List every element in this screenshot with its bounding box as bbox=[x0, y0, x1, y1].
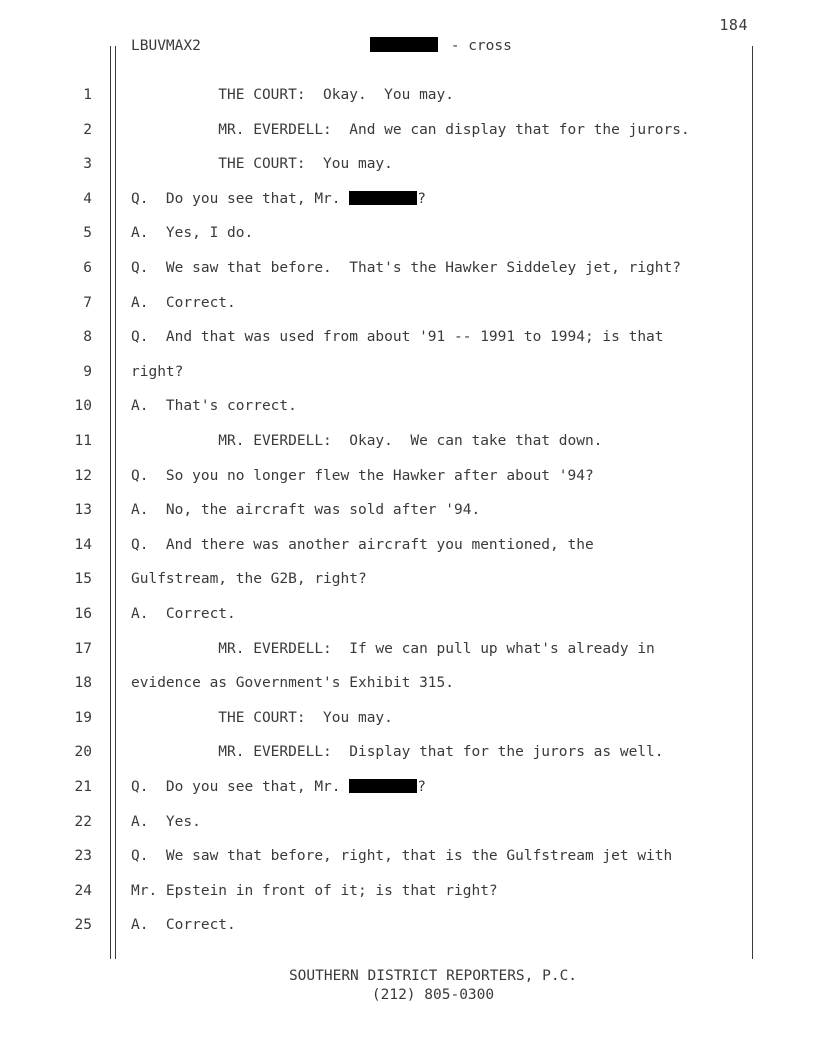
line-text bbox=[131, 113, 690, 148]
reporter-name: SOUTHERN DISTRICT REPORTERS, P.C. bbox=[288, 968, 578, 984]
transcript-line bbox=[0, 320, 816, 355]
line-number: 22 bbox=[74, 813, 92, 830]
transcript-line bbox=[0, 493, 816, 528]
reporter-phone: (212) 805-0300 bbox=[371, 987, 495, 1003]
transcript-line bbox=[0, 286, 816, 321]
line-segment: THE COURT: You may. bbox=[131, 156, 393, 173]
line-segment: MR. EVERDELL: And we can display that for the jurors. bbox=[131, 121, 690, 138]
line-number: 17 bbox=[74, 640, 92, 657]
transcript-line bbox=[0, 459, 816, 494]
transcript-line bbox=[0, 632, 816, 667]
transcript-line bbox=[0, 251, 816, 286]
transcript-line bbox=[0, 355, 816, 390]
line-number: 20 bbox=[74, 744, 92, 761]
line-text bbox=[131, 528, 594, 563]
line-number: 24 bbox=[74, 882, 92, 899]
redaction-box bbox=[349, 191, 417, 205]
line-number: 1 bbox=[83, 87, 92, 103]
transcript-line bbox=[0, 424, 816, 459]
line-text bbox=[131, 182, 426, 217]
line-segment: THE COURT: Okay. You may. bbox=[131, 87, 455, 103]
line-text bbox=[131, 459, 594, 494]
transcript-line bbox=[0, 562, 816, 597]
line-number: 12 bbox=[74, 467, 92, 484]
redaction-box bbox=[370, 37, 438, 52]
line-text bbox=[131, 78, 454, 113]
line-text bbox=[131, 562, 367, 597]
page-header bbox=[0, 38, 816, 58]
line-number: 3 bbox=[83, 156, 92, 173]
line-text bbox=[131, 147, 393, 182]
line-number: 8 bbox=[83, 329, 92, 346]
line-number: 7 bbox=[83, 294, 92, 311]
page-footer bbox=[0, 967, 816, 1005]
line-text bbox=[131, 701, 393, 736]
line-number: 4 bbox=[83, 190, 92, 207]
redaction-box bbox=[349, 779, 417, 793]
line-number: 16 bbox=[74, 606, 92, 622]
transcript-line bbox=[0, 389, 816, 424]
line-segment: Q. So you no longer flew the Hawker after about '94? bbox=[131, 467, 594, 484]
line-segment: Mr. Epstein in front of it; is that right? bbox=[131, 882, 498, 899]
line-segment: Q. We saw that before. That's the Hawker Siddeley jet, right? bbox=[131, 260, 681, 276]
line-number: 2 bbox=[83, 121, 92, 138]
transcript-line bbox=[0, 874, 816, 909]
transcript-line bbox=[0, 216, 816, 251]
line-segment: MR. EVERDELL: If we can pull up what's already in bbox=[131, 640, 655, 657]
transcript-line bbox=[0, 666, 816, 701]
transcript-line bbox=[0, 113, 816, 148]
line-segment: Q. And there was another aircraft you mentioned, the bbox=[131, 536, 594, 553]
line-segment: evidence as Government's Exhibit 315. bbox=[131, 675, 455, 692]
line-number: 14 bbox=[74, 536, 92, 553]
line-number: 13 bbox=[74, 502, 92, 519]
line-number: 11 bbox=[74, 433, 92, 449]
line-text bbox=[131, 632, 655, 667]
line-segment: Q. Do you see that, Mr. bbox=[131, 779, 350, 795]
line-text bbox=[131, 424, 602, 459]
transcript-line bbox=[0, 182, 816, 217]
line-number: 25 bbox=[74, 917, 92, 934]
transcript-line bbox=[0, 597, 816, 632]
line-text bbox=[131, 597, 236, 632]
line-text bbox=[131, 320, 664, 355]
line-segment: A. Yes. bbox=[131, 813, 201, 830]
line-text bbox=[131, 286, 236, 321]
transcript-line bbox=[0, 528, 816, 563]
transcript-line bbox=[0, 839, 816, 874]
header-section bbox=[370, 38, 512, 54]
line-segment: MR. EVERDELL: Okay. We can take that down. bbox=[131, 433, 603, 449]
line-text bbox=[131, 874, 498, 909]
line-text bbox=[131, 908, 236, 943]
line-segment: A. Correct. bbox=[131, 294, 236, 311]
line-segment: A. Correct. bbox=[131, 606, 236, 622]
page-number: 184 bbox=[719, 16, 748, 34]
line-segment: MR. EVERDELL: Display that for the jurors as well. bbox=[131, 744, 664, 761]
line-number: 19 bbox=[74, 709, 92, 726]
case-id: LBUVMAX2 bbox=[131, 38, 201, 54]
line-number: 23 bbox=[74, 848, 92, 865]
line-segment: Q. Do you see that, Mr. bbox=[131, 190, 350, 207]
line-text bbox=[131, 805, 201, 840]
line-number: 6 bbox=[83, 260, 92, 276]
transcript-line bbox=[0, 908, 816, 943]
line-text bbox=[131, 251, 681, 286]
transcript-line bbox=[0, 735, 816, 770]
line-segment: A. Correct. bbox=[131, 917, 236, 934]
line-segment: Gulfstream, the G2B, right? bbox=[131, 571, 367, 588]
line-text bbox=[131, 355, 183, 390]
line-text bbox=[131, 770, 426, 805]
line-text bbox=[131, 493, 480, 528]
line-segment: Q. And that was used from about '91 -- 1991 to 1994; is that bbox=[131, 329, 664, 346]
line-number: 9 bbox=[83, 363, 92, 380]
line-text bbox=[131, 389, 297, 424]
line-segment: ? bbox=[417, 190, 426, 207]
line-number: 18 bbox=[74, 675, 92, 692]
transcript-line bbox=[0, 78, 816, 113]
line-segment: ? bbox=[417, 779, 426, 795]
line-number: 15 bbox=[74, 571, 92, 588]
line-segment: right? bbox=[131, 363, 184, 380]
line-segment: A. Yes, I do. bbox=[131, 225, 254, 242]
line-segment: Q. We saw that before, right, that is the Gulfstream jet with bbox=[131, 848, 673, 865]
line-segment: A. That's correct. bbox=[131, 398, 297, 415]
line-segment: A. No, the aircraft was sold after '94. bbox=[131, 502, 481, 519]
transcript-line bbox=[0, 770, 816, 805]
line-number: 10 bbox=[74, 398, 92, 415]
line-text bbox=[131, 216, 253, 251]
transcript-line bbox=[0, 147, 816, 182]
line-number: 5 bbox=[83, 225, 92, 242]
line-number: 21 bbox=[74, 779, 92, 795]
section-label: - cross bbox=[442, 38, 512, 54]
line-segment: THE COURT: You may. bbox=[131, 709, 393, 726]
line-text bbox=[131, 666, 454, 701]
transcript-line bbox=[0, 805, 816, 840]
line-text bbox=[131, 735, 664, 770]
transcript-line bbox=[0, 701, 816, 736]
line-text bbox=[131, 839, 672, 874]
